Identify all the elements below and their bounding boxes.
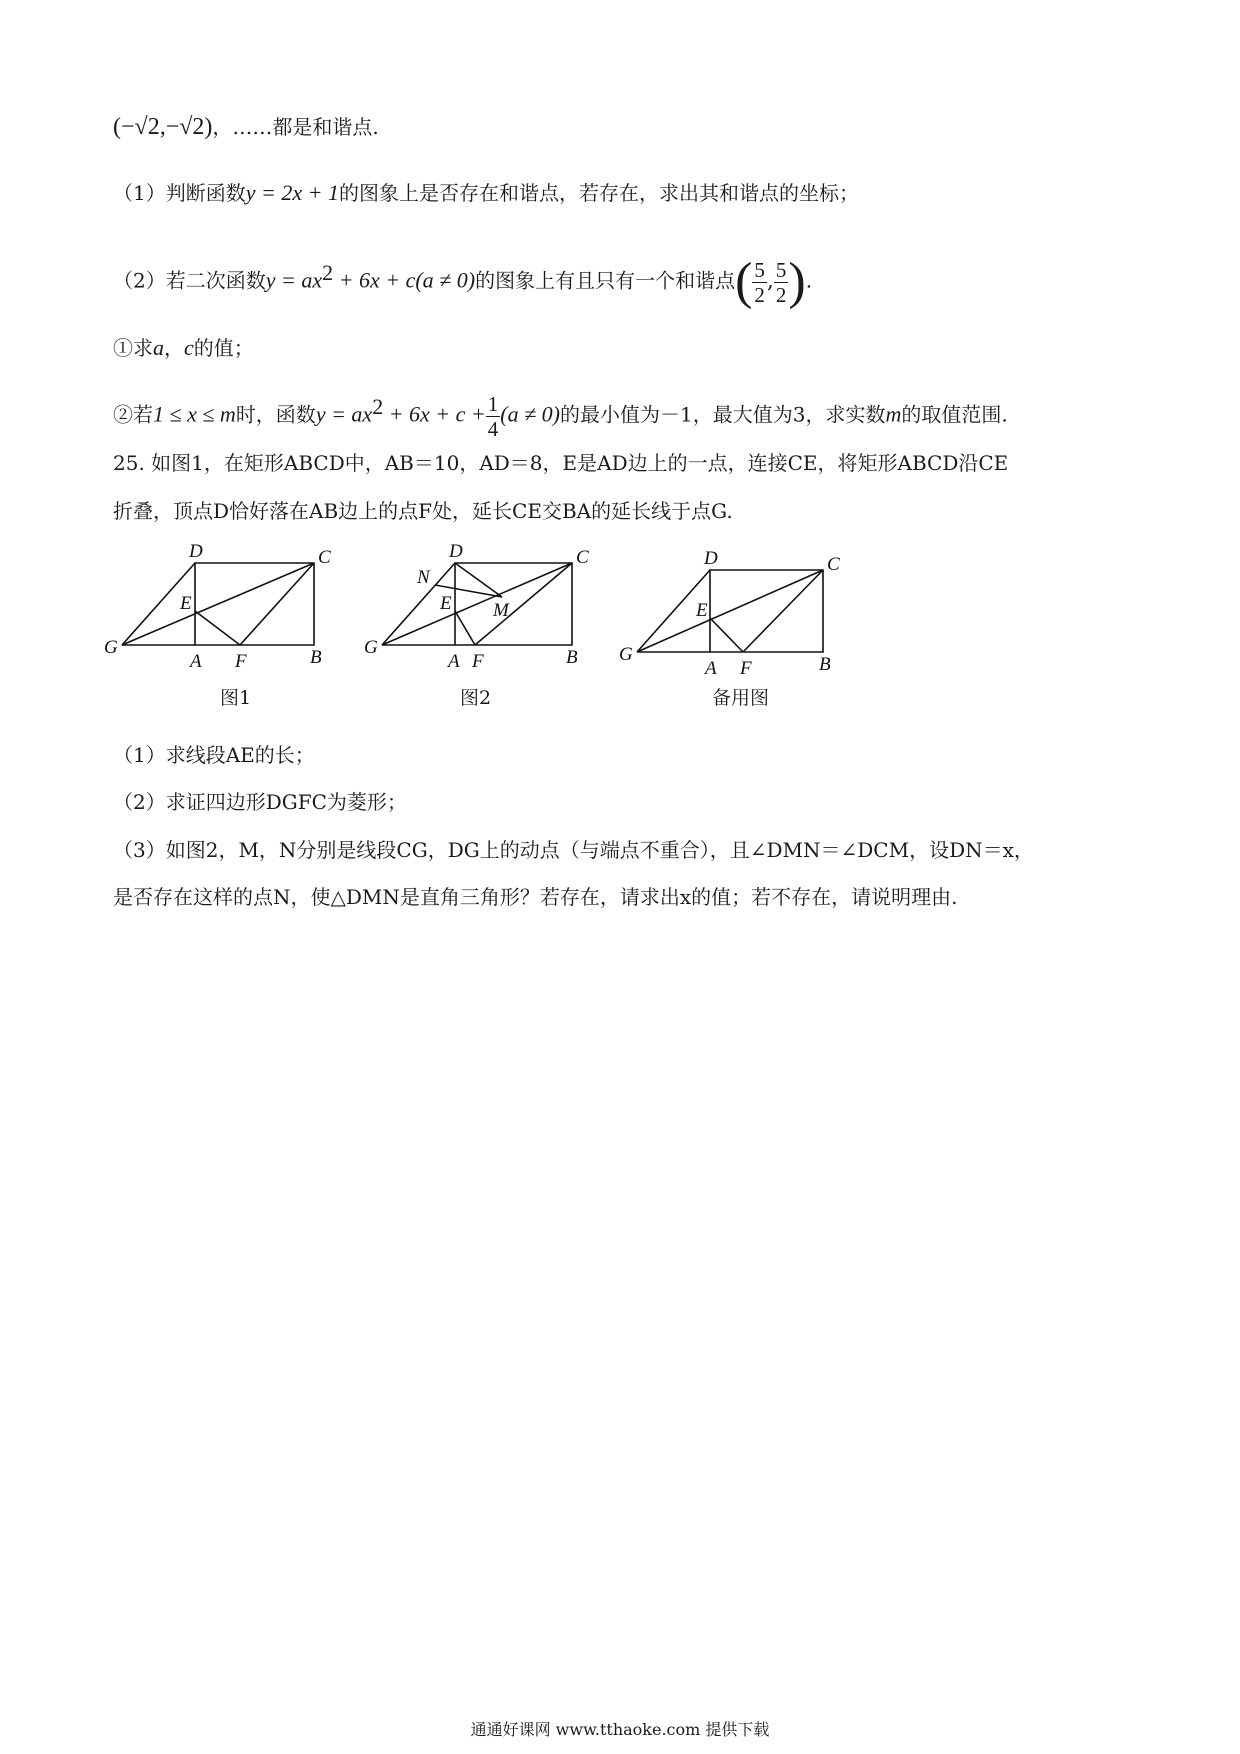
frac-5-2-a: $\frac{5}{2}$ — [754, 257, 765, 307]
var-m: m — [885, 401, 902, 427]
q2a-end: 的值； — [193, 336, 254, 360]
line-fc — [743, 570, 823, 652]
q2b-prefix: ②若 — [113, 402, 153, 427]
q2-exponent: 2 — [322, 260, 334, 285]
problem-25-line2: 折叠，顶点D恰好落在AB边上的点F处，延长CE交BA的延长线于点G. — [113, 499, 733, 523]
q2-func-b: + 6x + c — [333, 267, 416, 293]
var-a: a — [153, 335, 164, 360]
var-c: c — [184, 335, 194, 360]
label-D: D — [704, 548, 718, 569]
figure-backup — [615, 548, 855, 686]
figure-1 — [100, 541, 340, 679]
sub-question-2: （2）求证四边形DGFC为菱形； — [113, 790, 407, 814]
q2b-func-b: + 6x + c + — [383, 401, 486, 427]
label-N: N — [417, 567, 430, 588]
q2-end: . — [805, 268, 813, 293]
q2b-exponent: 2 — [372, 394, 384, 419]
line-ef — [710, 618, 743, 652]
label-D: D — [449, 541, 463, 562]
question-2b — [113, 379, 1008, 443]
label-E: E — [440, 593, 452, 614]
line-gc — [382, 563, 572, 645]
rectangle — [195, 563, 314, 645]
sub-question-3-line1: （3）如图2，M，N分别是线段CG，DG上的动点（与端点不重合），且∠DMN＝∠DCM，设DN＝x， — [113, 838, 1034, 862]
line-fc — [475, 563, 572, 645]
label-C: C — [318, 547, 331, 568]
label-C: C — [576, 547, 589, 568]
label-C: C — [827, 554, 840, 575]
problem-25-line1: 25. 如图1，在矩形ABCD中，AB＝10，AD＝8，E是AD边上的一点，连接CE，将矩形ABCD沿CE — [113, 451, 1009, 475]
label-F: F — [472, 651, 484, 672]
q2b-condition: (a ≠ 0) — [500, 401, 560, 427]
label-G: G — [364, 637, 378, 658]
rectangle — [710, 570, 823, 652]
q1-text: 的图象上是否存在和谐点，若存在，求出其和谐点的坐标； — [338, 181, 859, 205]
harmonic-point-line — [113, 112, 379, 142]
label-F: F — [740, 658, 752, 679]
q2b-text: 的最小值为－1，最大值为3，求实数 — [560, 402, 886, 427]
sub-question-3-line2: 是否存在这样的点N，使△DMN是直角三角形？若存在，请求出x的值；若不存在，请说明理由. — [113, 885, 958, 909]
left-paren: ( — [735, 253, 753, 311]
label-E: E — [696, 600, 708, 621]
label-M: M — [493, 600, 509, 621]
caption-fig1: 图1 — [220, 687, 252, 709]
line-ef — [195, 611, 240, 645]
range: 1 ≤ x ≤ m — [153, 401, 236, 427]
question-2: （2）若二次函数$y = ax^2 + 6x + c(a \ne 0)$的图象上有且只有一个和谐点( $\frac{5}{2}$ , $\frac{5}{2}$ ). — [113, 253, 813, 311]
figure-2 — [360, 541, 590, 679]
q2-condition: (a ≠ 0) — [415, 267, 476, 293]
frac-5-2-b: $\frac{5}{2}$ — [775, 257, 787, 307]
label-G: G — [619, 644, 633, 665]
q2-prefix: （2）若二次函数 — [113, 268, 266, 293]
q2-text: 的图象上有且只有一个和谐点 — [475, 268, 736, 293]
label-B: B — [310, 647, 322, 668]
label-D: D — [189, 541, 203, 562]
question-2a — [113, 333, 254, 363]
label-B: B — [566, 647, 578, 668]
line-ef — [455, 611, 475, 645]
q2b-func-a: y = ax — [315, 401, 373, 427]
q2b-mid1: 时，函数 — [235, 402, 316, 427]
caption-backup: 备用图 — [712, 687, 770, 709]
q1-function: y = 2x + 1 — [245, 180, 339, 205]
line1-text: ，……都是和谐点. — [212, 115, 379, 139]
label-E: E — [180, 593, 192, 614]
page-footer: 通通好课网 www.tthaoke.com 提供下载 — [470, 1720, 770, 1739]
caption-fig2: 图2 — [460, 687, 492, 709]
line-dm — [455, 563, 502, 597]
point-formula: (−√2,−√2) — [113, 114, 213, 140]
label-A: A — [705, 658, 717, 679]
frac-1-4: $\frac{1}{4}$ — [487, 391, 499, 441]
label-B: B — [819, 654, 831, 675]
label-A: A — [448, 651, 460, 672]
q2a-sep: ， — [164, 336, 184, 360]
q2b-end: 的取值范围. — [901, 402, 1008, 427]
q2-func-a: y = ax — [265, 267, 323, 293]
right-paren: ) — [788, 253, 806, 311]
line-gc — [122, 563, 314, 645]
question-1 — [113, 178, 859, 208]
line-fc — [240, 563, 314, 645]
q2a-prefix: ①求 — [113, 336, 153, 360]
label-F: F — [235, 651, 247, 672]
sub-question-1: （1）求线段AE的长； — [113, 743, 315, 767]
label-A: A — [190, 651, 202, 672]
q1-prefix: （1）判断函数 — [113, 181, 246, 205]
label-G: G — [104, 637, 118, 658]
